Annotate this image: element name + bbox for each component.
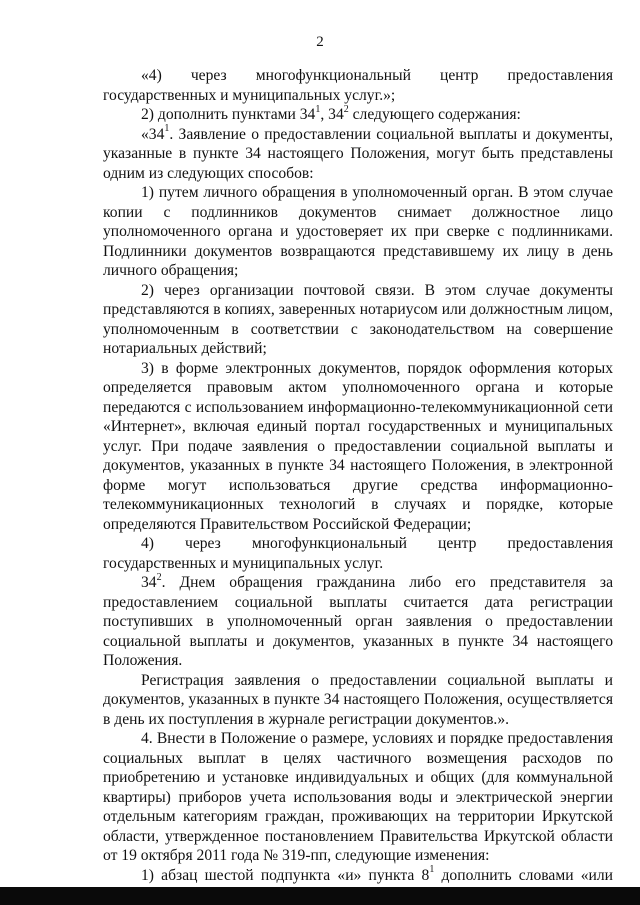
superscript-index: 1: [164, 123, 170, 135]
page-number: 2: [316, 34, 324, 50]
paragraph: 2) дополнить пунктами $34^1$, $34^2$ следующего содержания:: [141, 103, 521, 123]
paragraph: $34^2$. Днем обращения гражданина либо его представителя за предоставлением социальной выплаты считается дата регистрации поступивших в уполномоченный орган заявления о предоставлении социальной выплаты и документов, указанных в пункте 34 настоящего Положения.: [103, 571, 613, 669]
superscript-index: 1: [315, 103, 321, 115]
paragraph: «$34^1$. Заявление о предоставлении социальной выплаты и документы, указанные в пункте 34 настоящего Положения, могут быть представлены одним из следующих способов:: [103, 123, 613, 182]
document-body: [103, 66, 613, 905]
scan-edge-bar: [0, 887, 640, 905]
paragraph: 1) абзац шестой подпункта «и» пункта $8^1$ дополнить словами «или: [141, 864, 613, 884]
paragraph: 4. Внести в Положение о размере, условиях и порядке предоставления социальных выплат в целях частичного возмещения расходов по приобретению и установке индивидуальных и общих (для коммунальной квартиры) приборов учета использования воды и электрической энергии отдельным категориям граждан, проживающих на территории Иркутской области, утвержденное постановлением Правительства Иркутской области от 19 октября 2011 года № 319-пп, следующие изменения:: [103, 730, 613, 864]
superscript-index: 2: [156, 571, 162, 583]
superscript-index: 1: [429, 864, 435, 876]
paragraph: 3) в форме электронных документов, порядок оформления которых определяется правовым актом уполномоченного органа и которые передаются с использованием информационно-телекоммуникационной сети «Интернет», включая единый портал государственных и муниципальных услуг. При подаче заявления о предоставлении социальной выплаты и документов, указанных в пункте 34 настоящего Положения, в электронной форме могут использоваться другие средства информационно-телекоммуникационных технологий в случаях и порядке, которые определяются Правительством Российской Федерации;: [103, 359, 613, 533]
paragraph: 2) через организации почтовой связи. В этом случае документы представляются в копиях, заверенных нотариусом или должностным лицом, уполномоченным в соответствии с законодательством на совершение нотариальных действий;: [103, 281, 613, 357]
paragraph: 4) через многофункциональный центр предоставления государственных и муниципальных услуг.: [103, 535, 613, 572]
paragraph: Регистрация заявления о предоставлении социальной выплаты и документов, указанных в пункте 34 настоящего Положения, осуществляется в день их поступления в журнале регистрации документов.».: [103, 671, 613, 728]
paragraph: 1) путем личного обращения в уполномоченный орган. В этом случае копии с подлинников документов снимает должностное лицо уполномоченного органа и удостоверяет их при сверке с подлинниками. Подлинники документов возвращаются представившему их лицу в день личного обращения;: [103, 184, 613, 279]
paragraph: «4) через многофункциональный центр предоставления государственных и муниципальных услуг.»;: [103, 67, 613, 104]
superscript-index: 2: [343, 103, 349, 115]
